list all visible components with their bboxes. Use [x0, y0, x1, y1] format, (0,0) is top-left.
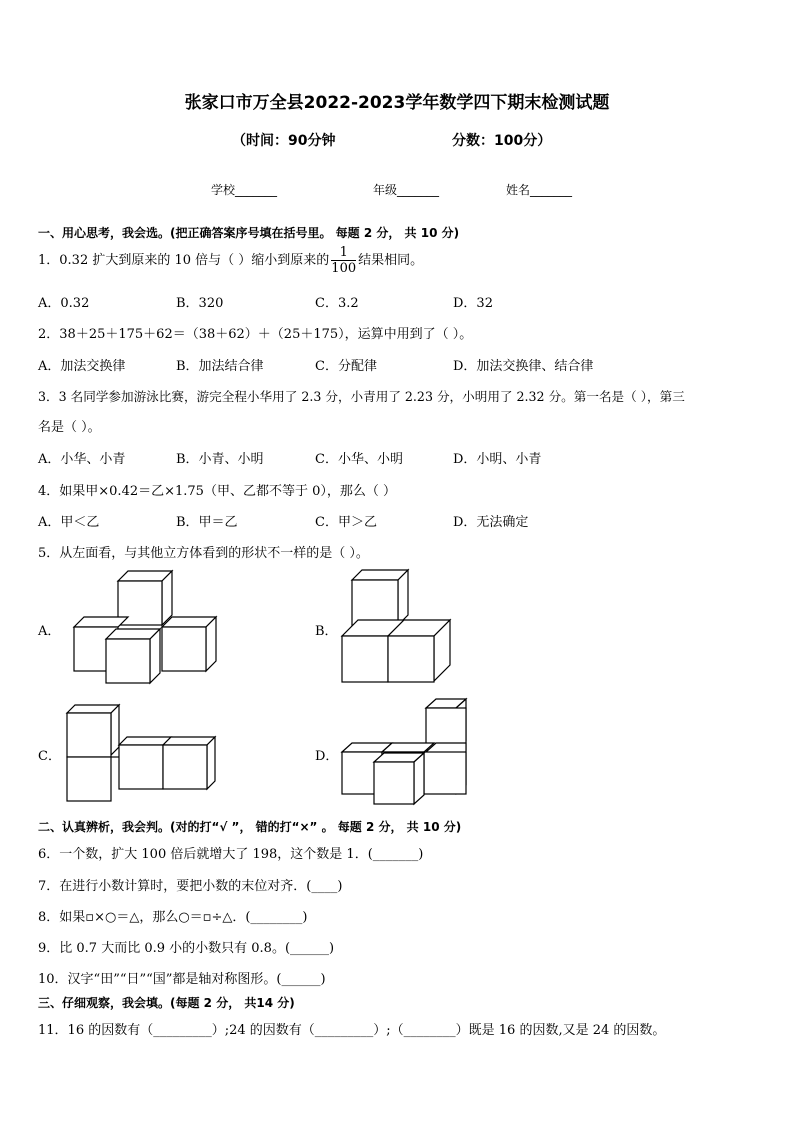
q3-option-d: D．小明、小青 [453, 452, 542, 467]
fraction [331, 246, 356, 275]
question-3-line-2: 名是（ ）。 [38, 420, 101, 435]
fill-question-11: 11．16 的因数有（_________）;24 的因数有（_________）;（________）既是 16 的因数,又是 24 的因数。 [38, 1023, 666, 1038]
judge-question-6: 6．一个数，扩大 100 倍后就增大了 198，这个数是 1．(_______) [38, 847, 424, 862]
judge-question-7: 7．在进行小数计算时，要把小数的末位对齐．(____) [38, 879, 343, 894]
fraction-numerator: 1 [331, 246, 356, 261]
q4-option-c: C．甲＞乙 [315, 515, 377, 530]
exam-score: 分数：100分） [452, 133, 552, 149]
name-field: 姓名_______ [506, 183, 573, 197]
cube-figure-c [64, 700, 219, 805]
cube-figure-d [338, 695, 473, 810]
cube-figure-a [70, 565, 220, 690]
judge-question-8: 8．如果▫×○＝△，那么○＝▫÷△．(________) [38, 910, 308, 925]
q4-option-d: D．无法确定 [453, 515, 529, 530]
q4-option-a: A．甲＜乙 [38, 515, 100, 530]
judge-question-10: 10．汉字“田”“日”“国”都是轴对称图形。(______) [38, 972, 326, 987]
section-1-heading: 一、用心思考，我会选。(把正确答案序号填在括号里。 每题 2 分， 共 10 分) [38, 226, 460, 240]
q4-option-b: B．甲＝乙 [176, 515, 238, 530]
question-1 [38, 246, 423, 275]
exam-time: （时间：90分钟 [232, 133, 336, 149]
q3-option-c: C．小华、小明 [315, 452, 403, 467]
question-3-line-1: 3．3 名同学参加游泳比赛，游完全程小华用了 2.3 分，小青用了 2.23 分，小明用了 2.32 分。第一名是（ ），第三 [38, 389, 685, 404]
school-field: 学校_______ [211, 183, 278, 197]
page-title: 张家口市万全县2022-2023学年数学四下期末检测试题 [184, 93, 610, 113]
question-4: 4．如果甲×0.42＝乙×1.75（甲、乙都不等于 0），那么（ ） [38, 484, 396, 499]
section-2-heading: 二、认真辨析，我会判。(对的打“√ ”， 错的打“×” 。 每题 2 分， 共 10 分) [38, 820, 462, 834]
q5-option-a-label: A． [38, 624, 61, 639]
q1-option-a: A．0.32 [38, 296, 90, 311]
q1-option-c: C．3.2 [315, 296, 359, 311]
cube-figure-b [338, 565, 463, 685]
question-1-text-a: 1．0.32 扩大到原来的 10 倍与（ ）缩小到原来的 [38, 253, 330, 268]
q2-option-d: D．加法交换律、结合律 [453, 359, 594, 374]
q2-option-c: C．分配律 [315, 359, 377, 374]
q3-option-a: A．小华、小青 [38, 452, 126, 467]
question-5: 5．从左面看，与其他立方体看到的形状不一样的是（ ）。 [38, 546, 369, 561]
section-3-heading: 三、仔细观察，我会填。(每题 2 分， 共14 分) [38, 996, 295, 1010]
grade-field: 年级_______ [373, 183, 440, 197]
q2-option-a: A．加法交换律 [38, 359, 126, 374]
fraction-denominator: 100 [331, 261, 357, 276]
q1-option-b: B．320 [176, 296, 224, 311]
question-1-text-b: 结果相同。 [358, 253, 424, 268]
judge-question-9: 9．比 0.7 大而比 0.9 小的小数只有 0.8。(______) [38, 941, 335, 956]
q5-option-c-label: C． [38, 749, 61, 764]
q5-option-d-label: D． [315, 749, 339, 764]
q3-option-b: B．小青、小明 [176, 452, 264, 467]
question-2: 2．38＋25＋175＋62＝（38＋62）＋（25＋175），运算中用到了（ ）。 [38, 327, 473, 342]
q5-option-b-label: B． [315, 624, 338, 639]
q2-option-b: B．加法结合律 [176, 359, 264, 374]
q1-option-d: D．32 [453, 296, 493, 311]
